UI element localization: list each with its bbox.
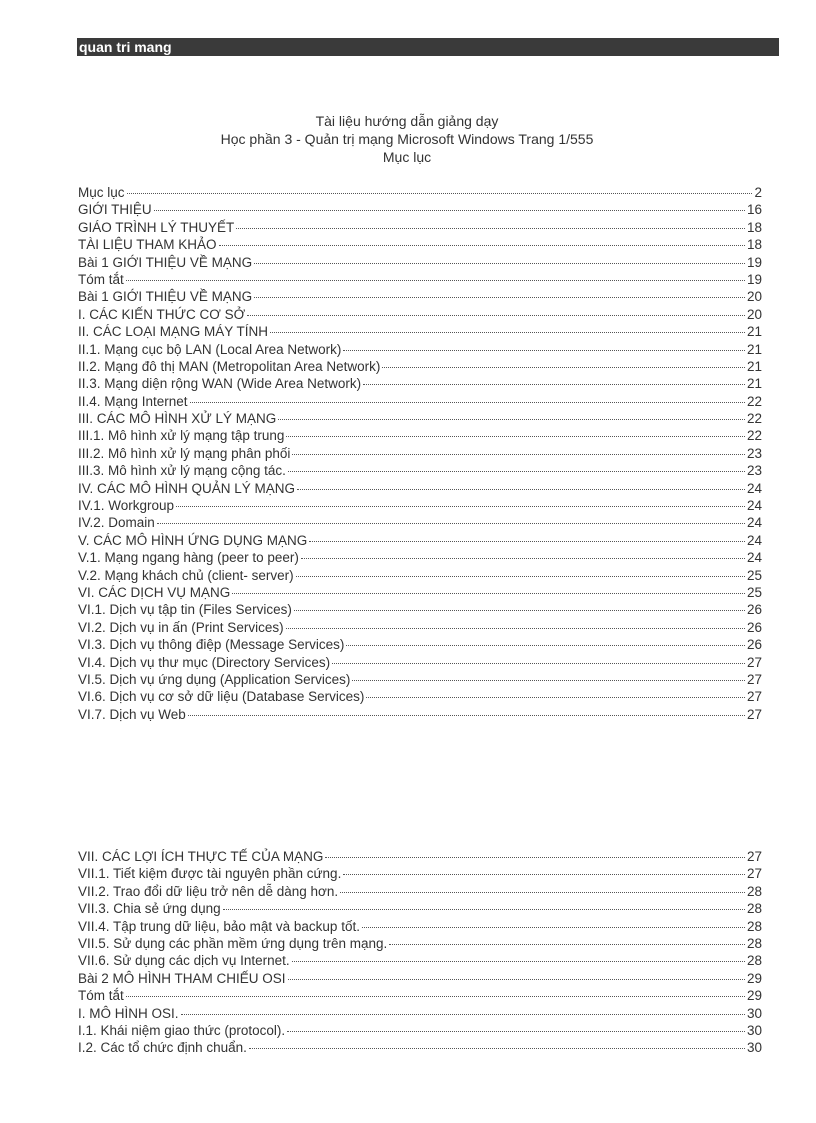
toc-entry-label: VII.2. Trao đổi dữ liệu trở nên dễ dàng hơn. xyxy=(78,883,339,899)
toc-entry-page: 25 xyxy=(746,584,762,600)
toc-entry[interactable] xyxy=(78,688,762,705)
toc-entry[interactable] xyxy=(78,654,762,671)
toc-entry[interactable] xyxy=(78,410,762,427)
toc-entry-page: 26 xyxy=(746,637,762,653)
toc-dot-leader xyxy=(362,926,745,928)
toc-entry[interactable] xyxy=(78,427,762,444)
toc-dot-leader xyxy=(286,627,745,629)
toc-entry-label: Mục lục xyxy=(78,185,125,200)
toc-entry-label: VI.1. Dịch vụ tập tin (Files Services) xyxy=(78,602,292,618)
toc-entry-page: 21 xyxy=(746,324,762,340)
toc-entry-label: III.2. Mô hình xử lý mạng phân phối xyxy=(78,445,291,461)
toc-entry-page: 20 xyxy=(746,306,762,322)
toc-entry[interactable] xyxy=(78,918,762,935)
toc-entry-label: Bài 1 GIỚI THIỆU VỀ MẠNG xyxy=(78,254,253,270)
toc-entry-page: 26 xyxy=(746,619,762,635)
toc-entry[interactable] xyxy=(78,480,762,497)
toc-entry[interactable] xyxy=(78,601,762,618)
toc-entry[interactable] xyxy=(78,219,762,236)
toc-entry[interactable] xyxy=(78,952,762,969)
toc-entry-label: VII. CÁC LỢI ÍCH THỰC TẾ CỦA MẠNG xyxy=(78,849,324,864)
toc-entry[interactable] xyxy=(78,514,762,531)
toc-entry-label: VII.5. Sử dụng các phần mềm ứng dụng trên mạng. xyxy=(78,935,388,951)
toc-dot-leader xyxy=(232,592,745,594)
toc-entry[interactable] xyxy=(78,900,762,917)
toc-entry-label: III. CÁC MÔ HÌNH XỬ LÝ MẠNG xyxy=(78,411,277,427)
toc-entry[interactable] xyxy=(78,883,762,900)
toc-dot-leader xyxy=(127,192,753,194)
toc-dot-leader xyxy=(301,557,745,559)
toc-entry-label: III.1. Mô hình xử lý mạng tập trung xyxy=(78,428,285,444)
toc-entry[interactable] xyxy=(78,935,762,952)
toc-entry[interactable] xyxy=(78,236,762,253)
toc-entry-page: 27 xyxy=(746,689,762,705)
toc-entry-page: 28 xyxy=(746,901,762,917)
toc-dot-leader xyxy=(343,349,745,351)
toc-entry-label: VI.2. Dịch vụ in ấn (Print Services) xyxy=(78,619,284,635)
toc-dot-leader xyxy=(352,679,745,681)
toc-entry-page: 28 xyxy=(746,883,762,899)
toc-entry-page: 25 xyxy=(746,567,762,583)
toc-dot-leader xyxy=(343,873,745,875)
toc-entry[interactable] xyxy=(78,201,762,218)
toc-entry-page: 27 xyxy=(746,849,762,864)
table-of-contents-part-1 xyxy=(78,184,762,723)
toc-dot-leader xyxy=(223,908,745,910)
toc-entry-label: V.1. Mạng ngang hàng (peer to peer) xyxy=(78,550,299,566)
toc-entry-page: 21 xyxy=(746,376,762,392)
toc-entry-label: IV. CÁC MÔ HÌNH QUẢN LÝ MẠNG xyxy=(78,480,296,496)
toc-entry[interactable] xyxy=(78,706,762,723)
toc-entry[interactable] xyxy=(78,271,762,288)
document-course-line: Học phần 3 - Quản trị mạng Microsoft Windows Trang 1/555 xyxy=(220,131,594,147)
toc-entry-page: 18 xyxy=(746,237,762,253)
toc-entry-label: VI. CÁC DỊCH VỤ MẠNG xyxy=(78,584,231,600)
toc-entry[interactable] xyxy=(78,393,762,410)
document-toc-title: Mục lục xyxy=(382,149,432,165)
toc-entry-label: VII.4. Tập trung dữ liệu, bảo mật và backup tốt. xyxy=(78,918,360,934)
toc-dot-leader xyxy=(154,209,745,211)
toc-entry-label: Tóm tắt xyxy=(78,271,124,287)
toc-entry-page: 18 xyxy=(746,219,762,235)
toc-dot-leader xyxy=(126,279,745,281)
toc-entry[interactable] xyxy=(78,970,762,987)
toc-entry[interactable] xyxy=(78,1005,762,1022)
toc-entry-label: VI.6. Dịch vụ cơ sở dữ liệu (Database Services) xyxy=(78,689,365,705)
toc-entry-page: 24 xyxy=(746,532,762,548)
toc-entry-label: I. MÔ HÌNH OSI. xyxy=(78,1005,179,1021)
toc-entry-page: 24 xyxy=(746,515,762,531)
toc-dot-leader xyxy=(389,943,745,945)
toc-entry-page: 19 xyxy=(746,254,762,270)
toc-dot-leader xyxy=(236,227,745,229)
toc-dot-leader xyxy=(309,540,745,542)
header-bar xyxy=(77,38,779,56)
toc-entry-label: GIỚI THIỆU xyxy=(78,202,152,218)
toc-dot-leader xyxy=(292,453,745,455)
toc-entry-page: 23 xyxy=(746,445,762,461)
toc-entry-label: IV.1. Workgroup xyxy=(78,498,175,514)
toc-entry-page: 23 xyxy=(746,463,762,479)
toc-dot-leader xyxy=(363,383,745,385)
toc-entry[interactable] xyxy=(78,288,762,305)
toc-dot-leader xyxy=(332,662,745,664)
toc-entry-label: GIÁO TRÌNH LÝ THUYẾT xyxy=(78,219,235,235)
toc-entry-label: Tóm tắt xyxy=(78,988,124,1004)
toc-entry-page: 2 xyxy=(754,185,762,200)
toc-entry[interactable] xyxy=(78,497,762,514)
toc-entry[interactable] xyxy=(78,987,762,1004)
toc-entry[interactable] xyxy=(78,671,762,688)
toc-entry[interactable] xyxy=(78,254,762,271)
toc-entry[interactable] xyxy=(78,1039,762,1056)
toc-entry-label: II. CÁC LOẠI MẠNG MÁY TÍNH xyxy=(78,324,269,340)
toc-dot-leader xyxy=(325,856,745,858)
toc-entry[interactable] xyxy=(78,619,762,636)
toc-entry-label: II.2. Mạng đô thị MAN (Metropolitan Area Network) xyxy=(78,358,381,374)
toc-dot-leader xyxy=(190,401,745,403)
toc-entry-page: 24 xyxy=(746,498,762,514)
toc-entry-page: 19 xyxy=(746,271,762,287)
toc-entry-label: VII.1. Tiết kiệm được tài nguyên phần cứng. xyxy=(78,866,342,882)
toc-entry-page: 29 xyxy=(746,970,762,986)
toc-entry-label: VI.5. Dịch vụ ứng dụng (Application Services) xyxy=(78,671,351,687)
toc-entry-page: 22 xyxy=(746,393,762,409)
toc-entry[interactable] xyxy=(78,323,762,340)
toc-entry-label: VII.6. Sử dụng các dịch vụ Internet. xyxy=(78,953,290,969)
toc-entry-page: 22 xyxy=(746,411,762,427)
toc-entry-label: IV.2. Domain xyxy=(78,515,155,531)
toc-entry-page: 16 xyxy=(746,202,762,218)
toc-entry-page: 28 xyxy=(746,935,762,951)
toc-entry-page: 20 xyxy=(746,289,762,305)
toc-entry-label: VI.4. Dịch vụ thư mục (Directory Services) xyxy=(78,654,331,670)
toc-entry-page: 24 xyxy=(746,550,762,566)
toc-entry[interactable] xyxy=(78,306,762,323)
toc-entry-page: 27 xyxy=(746,654,762,670)
toc-dot-leader xyxy=(297,488,745,490)
toc-entry[interactable] xyxy=(78,1022,762,1039)
toc-dot-leader xyxy=(181,1013,745,1015)
toc-dot-leader xyxy=(292,960,745,962)
toc-entry[interactable] xyxy=(78,462,762,479)
toc-entry-label: V.2. Mạng khách chủ (client- server) xyxy=(78,567,294,583)
toc-entry-label: Bài 2 MÔ HÌNH THAM CHIẾU OSI xyxy=(78,970,286,986)
toc-entry-label: I.2. Các tổ chức định chuẩn. xyxy=(78,1040,247,1056)
toc-entry[interactable] xyxy=(78,358,762,375)
toc-entry[interactable] xyxy=(78,341,762,358)
toc-dot-leader xyxy=(294,609,745,611)
header-title: quan tri mang xyxy=(79,39,172,55)
toc-entry[interactable] xyxy=(78,184,762,201)
toc-entry-label: VI.3. Dịch vụ thông điệp (Message Services) xyxy=(78,637,345,653)
toc-entry-page: 28 xyxy=(746,953,762,969)
toc-dot-leader xyxy=(288,978,745,980)
toc-entry-label: VI.7. Dịch vụ Web xyxy=(78,706,186,722)
toc-entry-page: 27 xyxy=(746,706,762,722)
toc-entry-page: 26 xyxy=(746,602,762,618)
toc-entry-label: Bài 1 GIỚI THIỆU VỀ MẠNG xyxy=(78,289,253,305)
toc-entry-label: VII.3. Chia sẻ ứng dụng xyxy=(78,901,221,917)
toc-entry-page: 30 xyxy=(746,1005,762,1021)
toc-dot-leader xyxy=(176,505,745,507)
toc-entry-label: I. CÁC KIẾN THỨC CƠ SỞ xyxy=(78,306,246,322)
toc-dot-leader xyxy=(382,366,745,368)
toc-entry-page: 27 xyxy=(746,866,762,882)
toc-entry[interactable] xyxy=(78,848,762,865)
toc-entry-page: 21 xyxy=(746,341,762,357)
toc-entry-page: 30 xyxy=(746,1040,762,1056)
table-of-contents-part-2 xyxy=(78,848,762,1057)
toc-entry[interactable] xyxy=(78,865,762,882)
toc-entry-label: II.1. Mạng cục bộ LAN (Local Area Network) xyxy=(78,341,342,357)
toc-dot-leader xyxy=(247,314,745,316)
toc-dot-leader xyxy=(346,644,745,646)
document-subtitle: Tài liệu hướng dẫn giảng dạy xyxy=(315,113,499,129)
toc-entry-page: 29 xyxy=(746,988,762,1004)
toc-entry[interactable] xyxy=(78,445,762,462)
toc-dot-leader xyxy=(288,470,745,472)
toc-dot-leader xyxy=(286,435,745,437)
toc-entry-page: 28 xyxy=(746,918,762,934)
toc-entry[interactable] xyxy=(78,636,762,653)
toc-entry[interactable] xyxy=(78,375,762,392)
toc-dot-leader xyxy=(340,891,745,893)
toc-dot-leader xyxy=(366,696,745,698)
toc-dot-leader xyxy=(278,418,745,420)
toc-entry-page: 27 xyxy=(746,671,762,687)
toc-entry-label: I.1. Khái niệm giao thức (protocol). xyxy=(78,1022,286,1038)
toc-dot-leader xyxy=(188,714,745,716)
toc-dot-leader xyxy=(287,1030,745,1032)
toc-entry-page: 22 xyxy=(746,428,762,444)
toc-entry-page: 24 xyxy=(746,480,762,496)
document-heading xyxy=(77,112,737,166)
toc-entry-label: III.3. Mô hình xử lý mạng cộng tác. xyxy=(78,463,286,479)
toc-entry[interactable] xyxy=(78,567,762,584)
toc-dot-leader xyxy=(157,522,745,524)
toc-dot-leader xyxy=(270,331,745,333)
toc-entry-label: V. CÁC MÔ HÌNH ỨNG DỤNG MẠNG xyxy=(78,532,308,548)
toc-dot-leader xyxy=(126,995,745,997)
toc-dot-leader xyxy=(249,1047,745,1049)
toc-entry[interactable] xyxy=(78,532,762,549)
toc-entry[interactable] xyxy=(78,549,762,566)
toc-dot-leader xyxy=(254,296,745,298)
toc-dot-leader xyxy=(296,575,745,577)
toc-entry-label: II.4. Mạng Internet xyxy=(78,393,188,409)
toc-dot-leader xyxy=(219,244,745,246)
toc-entry[interactable] xyxy=(78,584,762,601)
toc-dot-leader xyxy=(254,262,745,264)
toc-entry-label: TÀI LIỆU THAM KHẢO xyxy=(78,237,217,253)
toc-entry-label: II.3. Mạng diện rộng WAN (Wide Area Network) xyxy=(78,376,362,392)
toc-entry-page: 30 xyxy=(746,1022,762,1038)
toc-entry-page: 21 xyxy=(746,358,762,374)
